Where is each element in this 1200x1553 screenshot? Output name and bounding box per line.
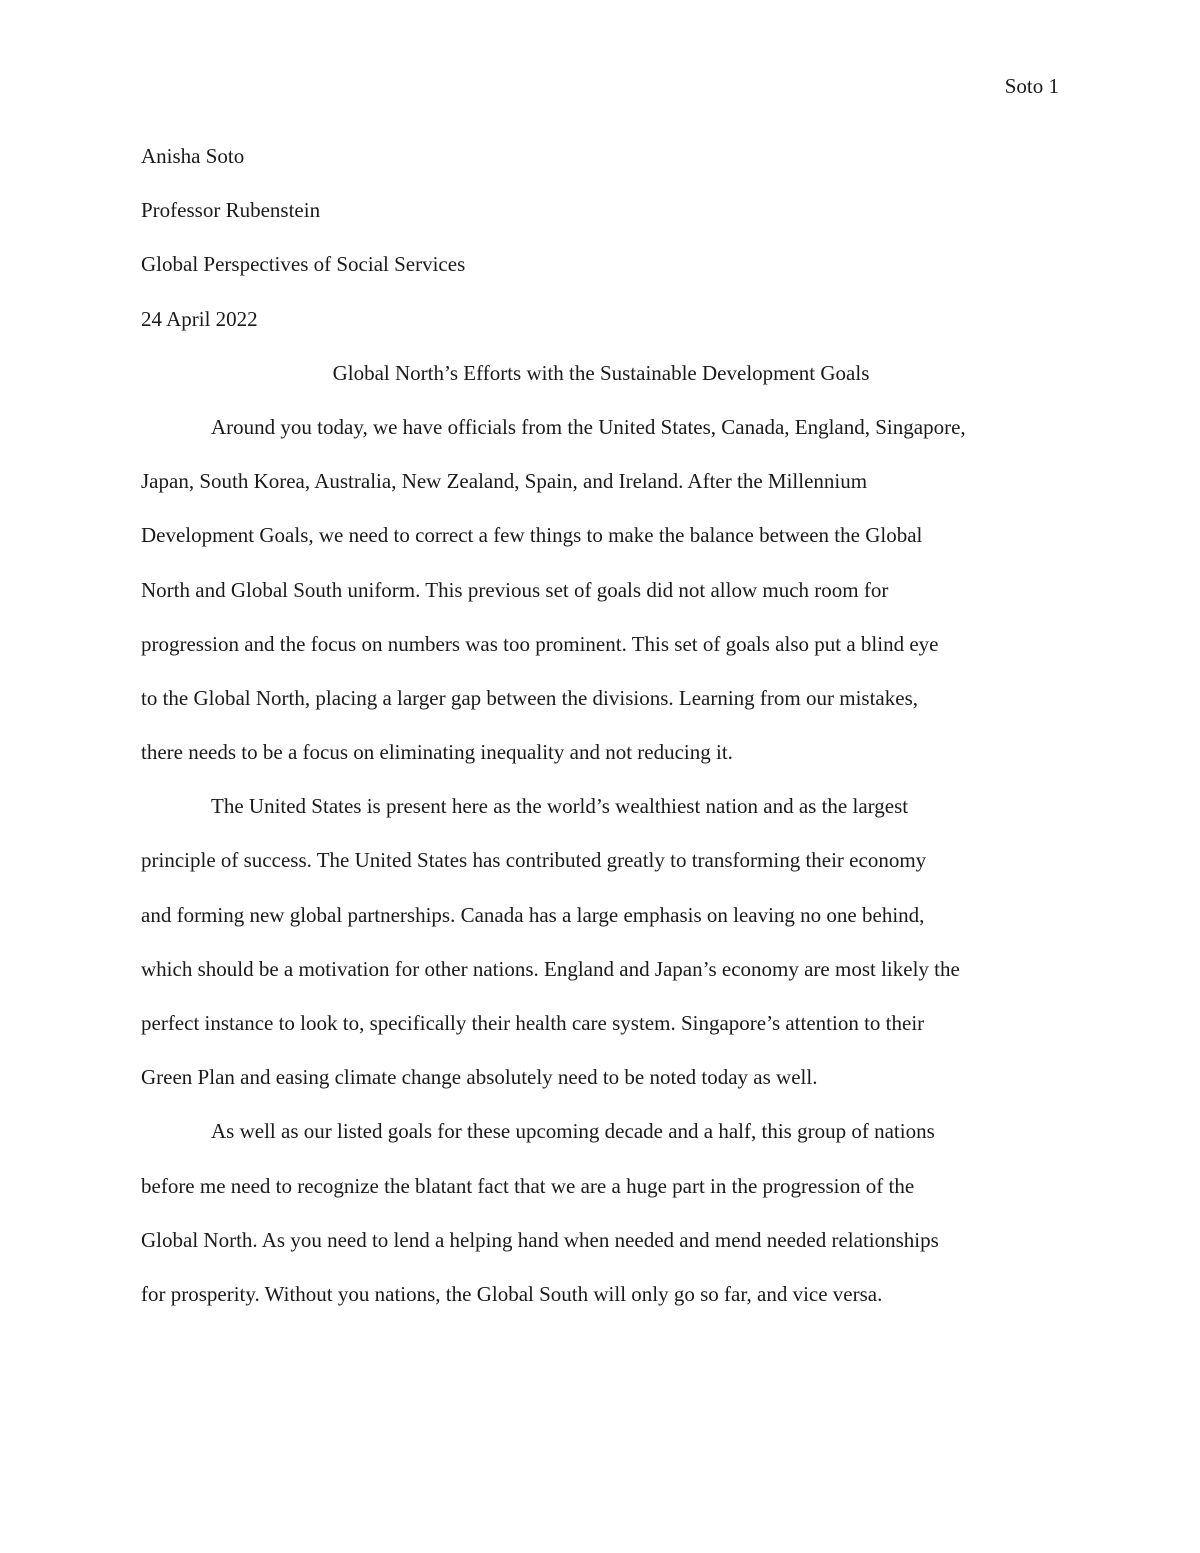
paragraph-line: principle of success. The United States has contributed greatly to transforming their economy xyxy=(141,848,927,873)
paragraph-line: Around you today, we have officials from the United States, Canada, England, Singapore, xyxy=(211,414,966,439)
paragraph-line: The United States is present here as the world’s wealthiest nation and as the largest xyxy=(211,794,909,819)
date: 24 April 2022 xyxy=(141,306,258,331)
paragraph-line: perfect instance to look to, specifically their health care system. Singapore’s attention to their xyxy=(141,1011,925,1035)
paragraph-line: to the Global North, placing a larger gap between the divisions. Learning from our mistakes, xyxy=(141,685,918,710)
course-name: Global Perspectives of Social Services xyxy=(141,252,466,277)
paragraph-line: which should be a motivation for other nations. England and Japan’s economy are most likely the xyxy=(141,956,960,981)
paragraph-line: Japan, South Korea, Australia, New Zealand, Spain, and Ireland. After the Millennium xyxy=(141,469,868,494)
running-head: Soto 1 xyxy=(1004,74,1059,98)
paragraph-3 xyxy=(141,1119,1061,1336)
instructor-name: Professor Rubenstein xyxy=(141,198,321,223)
paragraph-2 xyxy=(141,794,1061,1119)
essay-title: Global North’s Efforts with the Sustainable Development Goals xyxy=(332,360,870,385)
paragraph-line: Development Goals, we need to correct a few things to make the balance between the Global xyxy=(141,523,923,548)
paragraph-line: North and Global South uniform. This previous set of goals did not allow much room for xyxy=(141,577,889,602)
student-name: Anisha Soto xyxy=(141,144,245,168)
paragraph-line: before me need to recognize the blatant fact that we are a huge part in the progression of the xyxy=(141,1173,915,1198)
paragraph-line: Green Plan and easing climate change absolutely need to be noted today as well. xyxy=(141,1065,818,1090)
paragraph-line: for prosperity. Without you nations, the Global South will only go so far, and vice versa. xyxy=(141,1281,883,1306)
paragraph-line: there needs to be a focus on eliminating inequality and not reducing it. xyxy=(141,740,733,765)
document-body xyxy=(141,144,1061,1336)
paragraph-line: Global North. As you need to lend a helping hand when needed and mend needed relationships xyxy=(141,1227,939,1252)
paragraph-line: and forming new global partnerships. Canada has a large emphasis on leaving no one behind, xyxy=(141,902,925,927)
paragraph-line: progression and the focus on numbers was too prominent. This set of goals also put a blind eye xyxy=(141,631,939,656)
paragraph-line: As well as our listed goals for these upcoming decade and a half, this group of nations xyxy=(211,1119,935,1144)
paragraph-1 xyxy=(141,415,1061,794)
